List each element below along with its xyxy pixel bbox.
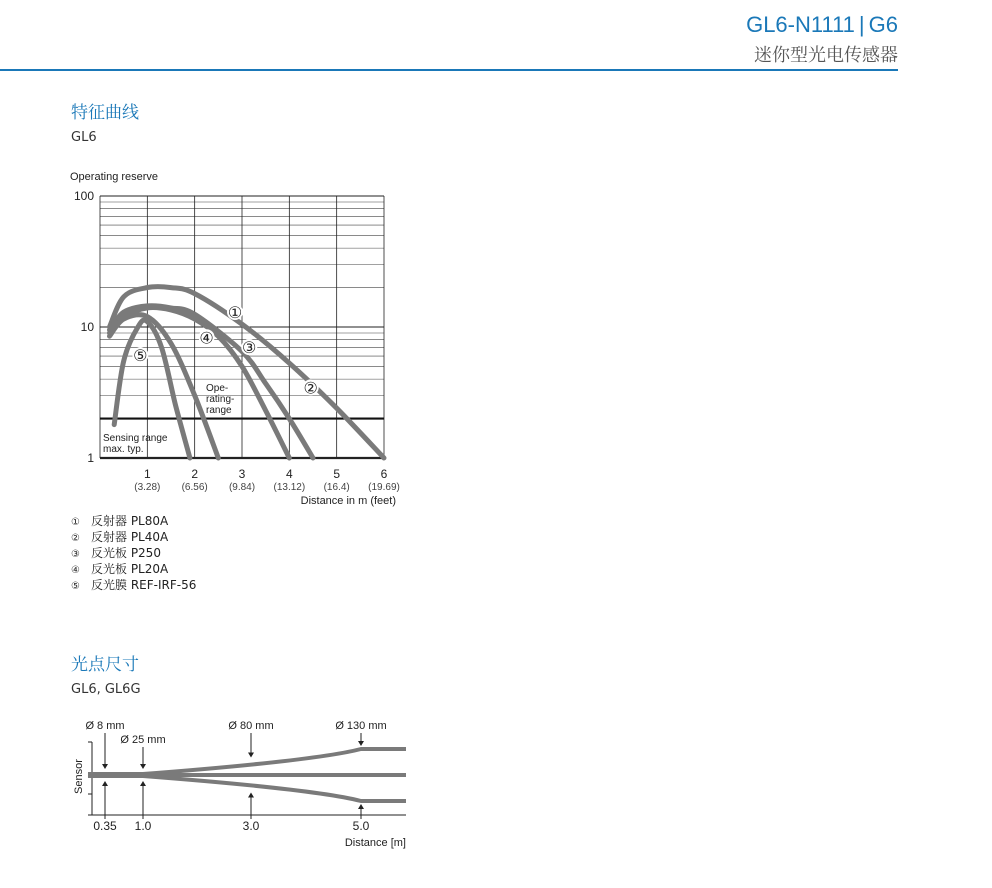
- legend-marker: ④: [71, 565, 80, 576]
- sensor-bracket-ticks: [88, 742, 92, 815]
- arrow-up-icon: [102, 781, 108, 786]
- legend-marker: ⑤: [71, 581, 80, 592]
- x-tick-label: 5: [333, 467, 341, 481]
- arrow-down-icon: [358, 741, 364, 746]
- legend-item: [71, 545, 196, 561]
- x-tick-feet-label: (9.84): [228, 482, 256, 493]
- series-marker-label: ③: [242, 340, 257, 358]
- light-spot-diagram: [60, 712, 420, 852]
- legend-marker: ②: [71, 533, 80, 544]
- distance-tick-label: 3.0: [242, 819, 260, 833]
- series-marker-label: ④: [199, 330, 214, 348]
- operating-range-label-2: rating-: [206, 394, 235, 405]
- header-divider: [0, 69, 898, 71]
- arrow-down-icon: [248, 753, 254, 758]
- product-code: GL6-N1111: [746, 12, 855, 37]
- legend-text: 反光板 P250: [91, 546, 161, 560]
- series-marker-label: ①: [227, 304, 243, 322]
- beam-lines: [88, 749, 406, 801]
- arrow-down-icon: [102, 764, 108, 769]
- x-tick-feet-label: (3.28): [134, 482, 161, 493]
- spot-diameter-label: Ø 25 mm: [120, 734, 166, 746]
- beam-lower-edge: [88, 775, 406, 801]
- spot-diameter-label: Ø 80 mm: [228, 720, 274, 732]
- curve-section-title: 特征曲线: [71, 103, 139, 123]
- legend-item: [71, 529, 196, 545]
- legend-marker: ①: [71, 517, 80, 528]
- distance-tick-label: 1.0: [134, 819, 152, 833]
- spot-diameter-label: Ø 130 mm: [335, 720, 387, 732]
- legend-text: 反射器 PL80A: [91, 514, 169, 528]
- product-title: [746, 12, 898, 38]
- x-tick-feet-label: (16.4): [323, 482, 350, 493]
- distance-tick-label: 5.0: [352, 819, 370, 833]
- sensing-range-label-2: max. typ.: [103, 444, 144, 455]
- spot-diameter-label: Ø 8 mm: [85, 720, 125, 732]
- legend-item: [71, 513, 196, 529]
- arrow-up-icon: [248, 793, 254, 798]
- x-tick-label: 2: [191, 467, 199, 481]
- legend-text: 反射器 PL40A: [91, 530, 169, 544]
- beam-upper-edge: [88, 749, 406, 775]
- y-tick-label: 1: [87, 451, 94, 465]
- beam-origin: [88, 772, 143, 778]
- series-marker-label: ②: [303, 380, 318, 398]
- arrow-down-icon: [140, 764, 146, 769]
- legend-text: 反光板 PL20A: [91, 562, 169, 576]
- x-tick-feet-label: (6.56): [181, 482, 208, 493]
- spot-section-title: 光点尺寸: [71, 655, 139, 675]
- arrow-up-icon: [358, 804, 364, 809]
- product-family: G6: [868, 12, 898, 37]
- series-marker-label: ⑤: [133, 348, 148, 366]
- y-tick-label: 100: [73, 189, 94, 203]
- operating-range-label-1: Ope-: [206, 383, 229, 394]
- x-axis-label: Distance in m (feet): [300, 495, 396, 507]
- sensing-range-label-1: Sensing range: [103, 433, 168, 444]
- x-tick-label: 4: [285, 467, 293, 481]
- distance-axis-label: Distance [m]: [344, 837, 406, 849]
- y-axis-label: Operating reserve: [70, 171, 159, 183]
- x-tick-label: 1: [143, 467, 151, 481]
- operating-range-label-3: range: [206, 405, 232, 416]
- legend-marker: ③: [71, 549, 80, 560]
- legend-item: [71, 561, 196, 577]
- legend-text: 反光膜 REF-IRF-56: [91, 578, 197, 592]
- x-tick-label: 6: [380, 467, 388, 481]
- operating-reserve-chart: [60, 166, 420, 511]
- x-tick-feet-label: (19.69): [368, 482, 400, 493]
- x-tick-feet-label: (13.12): [273, 482, 306, 493]
- product-subtitle: 迷你型光电传感器: [754, 45, 898, 66]
- arrow-up-icon: [140, 781, 146, 786]
- distance-tick-label: 0.35: [93, 819, 117, 833]
- y-tick-label: 10: [80, 320, 94, 334]
- curve-legend: [71, 513, 196, 593]
- legend-item: [71, 577, 196, 593]
- curve-section-subtitle: GL6: [71, 130, 97, 145]
- x-tick-label: 3: [238, 467, 246, 481]
- spot-section-subtitle: GL6, GL6G: [71, 682, 141, 697]
- title-separator: |: [858, 12, 865, 37]
- sensor-label: Sensor: [73, 759, 85, 794]
